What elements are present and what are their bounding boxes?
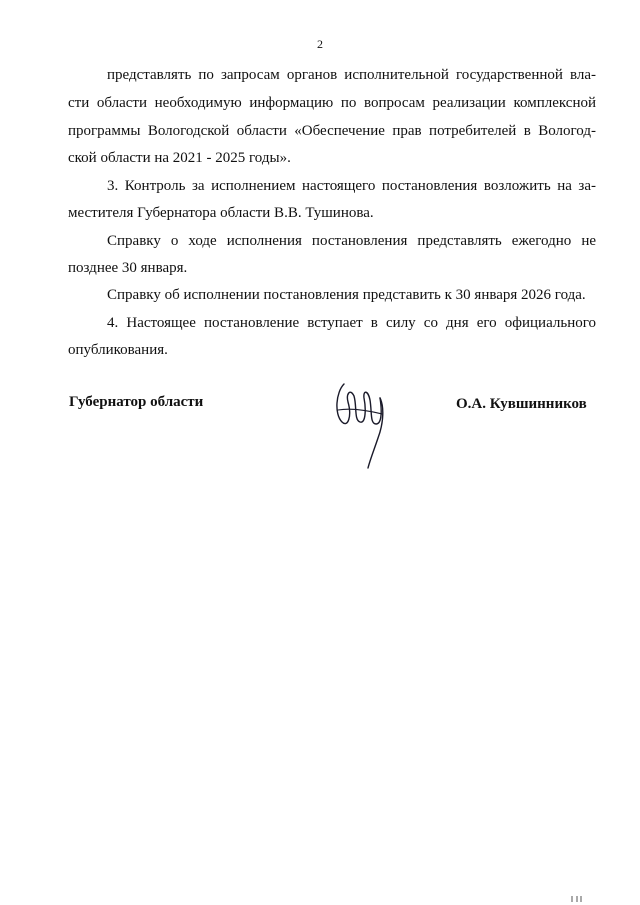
paragraph-2-line-2: местителя Губернатора области В.В. Тушинова. — [68, 205, 374, 221]
footer-mark-icon — [571, 896, 585, 902]
handwritten-signature — [330, 372, 394, 472]
paragraph-1-line-4: ской области на 2021 - 2025 годы». — [68, 150, 291, 166]
paragraph-1-line-3: программы Вологодской области «Обеспечение прав потребителей в Вологод- — [68, 123, 596, 139]
signatory-title: Губернатор области — [69, 394, 204, 410]
page-number: 2 — [317, 37, 323, 51]
paragraph-3-line-2: позднее 30 января. — [68, 260, 188, 276]
paragraph-5-line-1: 4. Настоящее постановление вступает в силу со дня его официального — [107, 315, 596, 331]
paragraph-2-line-1: 3. Контроль за исполнением настоящего постановления возложить на за- — [107, 178, 596, 194]
paragraph-5-line-2: опубликования. — [68, 342, 168, 358]
signatory-name: О.А. Кувшинников — [456, 396, 587, 412]
paragraph-1-line-2: сти области необходимую информацию по вопросам реализации комплексной — [68, 95, 596, 111]
paragraph-4-line-1: Справку об исполнении постановления представить к 30 января 2026 года. — [107, 287, 586, 303]
paragraph-3-line-1: Справку о ходе исполнения постановления представлять ежегодно не — [107, 233, 596, 249]
paragraph-1-line-1: представлять по запросам органов исполнительной государственной вла- — [107, 67, 596, 83]
